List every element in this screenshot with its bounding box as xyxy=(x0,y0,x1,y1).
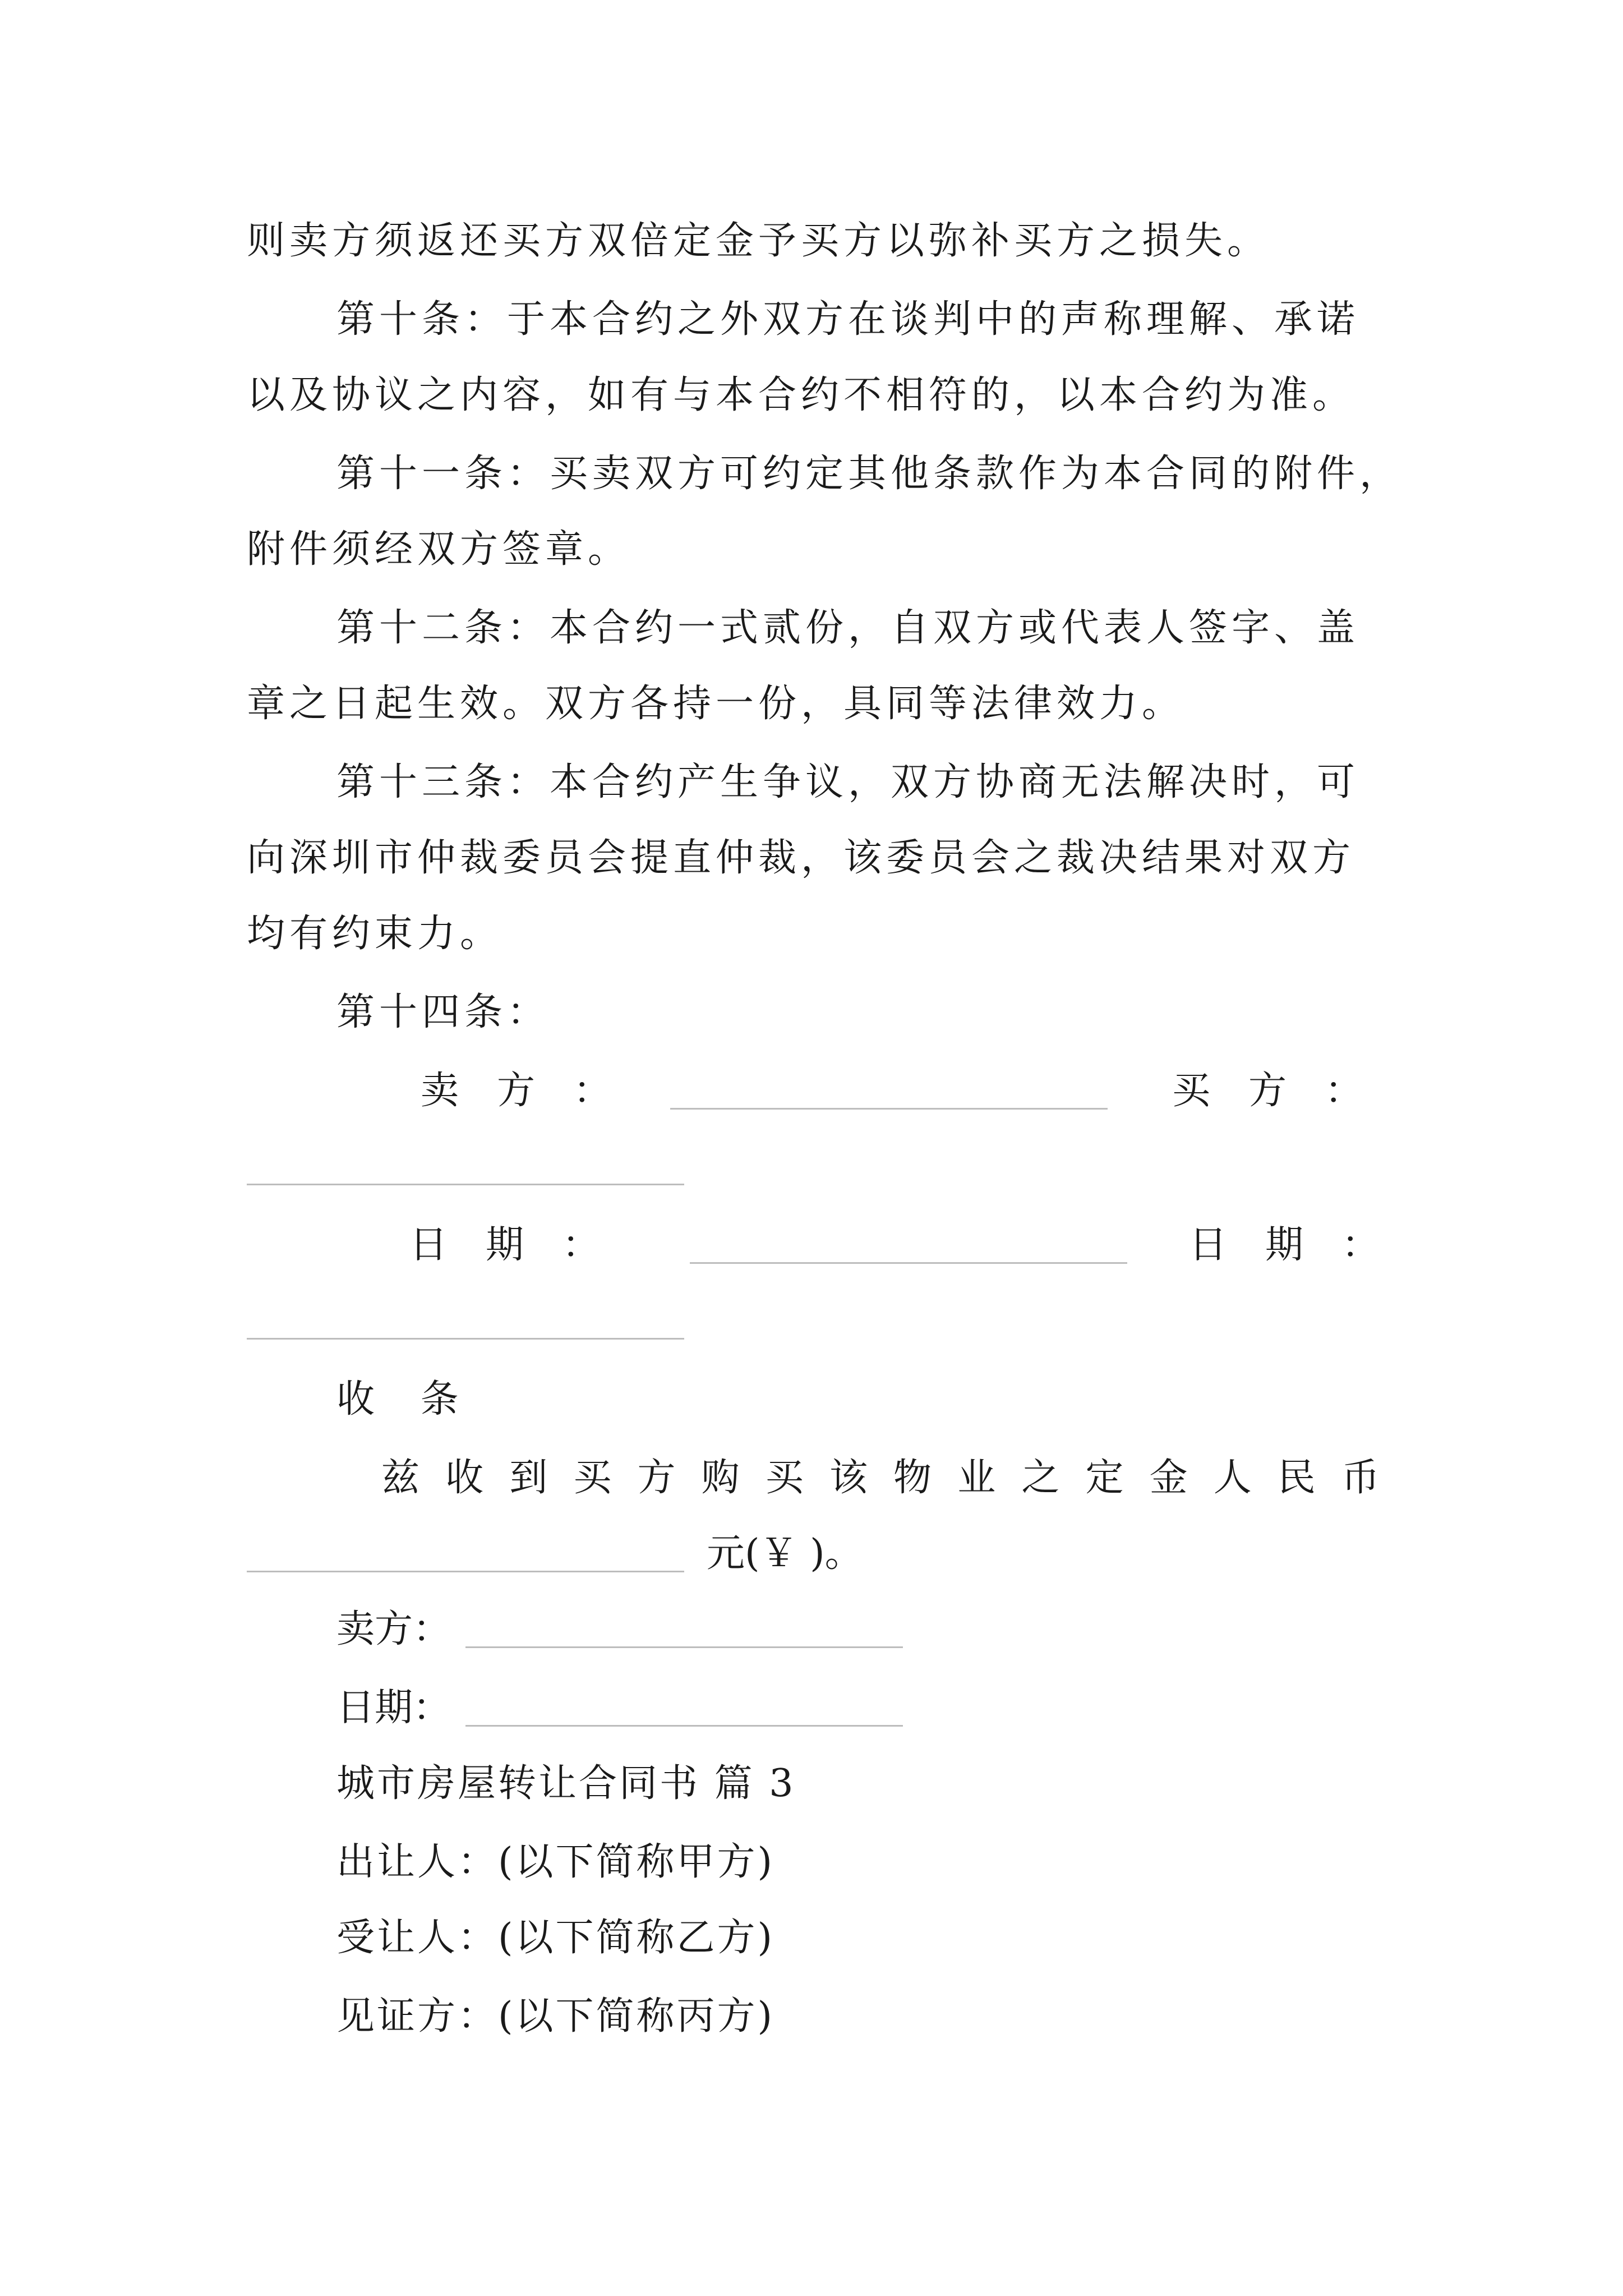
receipt-amount-blank xyxy=(247,1571,684,1572)
receipt-date-label: 日期： xyxy=(336,1686,451,1730)
seller-signature-blank xyxy=(670,1108,1108,1110)
receipt-seller-blank xyxy=(465,1646,903,1648)
receipt-seller-label: 卖方： xyxy=(336,1607,451,1651)
section-title: 城市房屋转让合同书 篇 3 xyxy=(336,1761,796,1806)
receipt-title: 收 条 xyxy=(336,1377,476,1421)
article-12-line-1: 第十二条：本合约一式贰份，自双方或代表人签字、盖 xyxy=(336,606,1360,650)
seller-date-blank xyxy=(690,1262,1127,1264)
receipt-amount-suffix: 元(￥ )。 xyxy=(707,1531,863,1576)
buyer-date-label: 日 期 ： xyxy=(1189,1223,1380,1267)
buyer-signature-blank xyxy=(247,1184,684,1185)
buyer-date-blank xyxy=(247,1338,684,1340)
buyer-signature-label: 买 方 ： xyxy=(1172,1069,1363,1113)
article-13-line-2: 向深圳市仲裁委员会提直仲裁，该委员会之裁决结果对双方 xyxy=(247,836,1355,880)
article-12-line-2: 章之日起生效。双方各持一份，具同等法律效力。 xyxy=(247,682,1185,726)
receipt-date-blank xyxy=(465,1725,903,1727)
seller-signature-label: 卖 方 ： xyxy=(421,1069,612,1113)
article-11-line-1: 第十一条：买卖双方可约定其他条款作为本合同的附件， xyxy=(336,452,1403,496)
witness-line: 见证方：(以下简称丙方) xyxy=(336,1994,775,2039)
article-10-line-1: 第十条：于本合约之外双方在谈判中的声称理解、承诺 xyxy=(336,297,1360,342)
text-line-1: 则卖方须返还买方双倍定金予买方以弥补买方之损失。 xyxy=(247,219,1270,263)
article-13-line-3: 均有约束力。 xyxy=(247,912,503,956)
article-11-line-2: 附件须经双方签章。 xyxy=(247,527,631,572)
seller-date-label: 日 期 ： xyxy=(409,1223,601,1267)
article-10-line-2: 以及协议之内容，如有与本合约不相符的，以本合约为准。 xyxy=(247,373,1355,417)
transferee-line: 受让人：(以下简称乙方) xyxy=(336,1916,775,1960)
transferor-line: 出让人：(以下简称甲方) xyxy=(336,1840,775,1884)
article-13-line-1: 第十三条：本合约产生争议，双方协商无法解决时，可 xyxy=(336,760,1360,804)
article-14-heading: 第十四条： xyxy=(336,990,550,1034)
receipt-text: 兹收到买方购买该物业之定金人民币 xyxy=(381,1456,1380,1500)
